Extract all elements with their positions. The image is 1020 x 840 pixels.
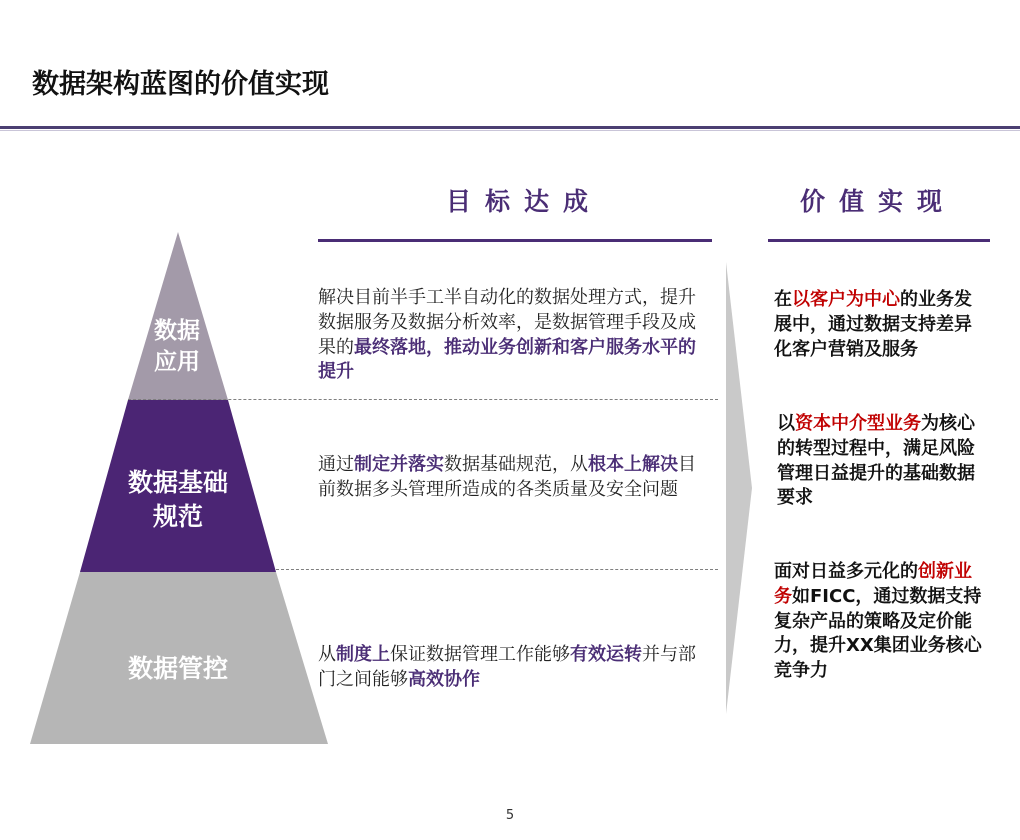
value-highlight-text: 以客户为中心 bbox=[792, 289, 900, 310]
goal-text: 数据基础规范，从 bbox=[444, 454, 588, 475]
pyramid-label-application-line2: 应用 bbox=[154, 349, 200, 376]
goal-highlight-text: 根本上解决 bbox=[588, 454, 678, 475]
value-text: 在 bbox=[774, 289, 792, 310]
value-arrow bbox=[726, 262, 752, 714]
value-highlight-text: 资本中介型业务 bbox=[795, 413, 921, 434]
divider-1 bbox=[128, 399, 718, 400]
value-text: 的业务发展中，通过数据支持差异化客户营销及服务 bbox=[774, 289, 972, 360]
pyramid-label-governance: 数据管控 bbox=[127, 654, 228, 683]
goal-text: 并与部门之间能够 bbox=[318, 644, 696, 690]
pyramid-label-foundation-line2: 规范 bbox=[152, 501, 203, 531]
goal-foundation bbox=[318, 453, 704, 503]
pyramid-label-foundation bbox=[108, 466, 248, 534]
value-text: 面对日益多元化的 bbox=[774, 561, 918, 582]
goal-text: 保证数据管理工作能够 bbox=[390, 644, 570, 665]
goal-text: 解决目前半手工半自动化的数据处理方式，提升数据服务及数据分析效率，是数据管理手段及成果的 bbox=[318, 287, 696, 358]
goal-text: 通过 bbox=[318, 454, 354, 475]
divider-2 bbox=[276, 569, 718, 570]
goal-highlight-text: 最终落地，推动业务创新和客户服务水平的提升 bbox=[318, 336, 696, 383]
goal-governance bbox=[318, 643, 704, 693]
header-goal: 目标达成 bbox=[446, 187, 603, 216]
value-capital-intermediary bbox=[777, 412, 983, 511]
pyramid-label-application-line1: 数据 bbox=[154, 318, 200, 344]
goal-highlight-text: 高效协作 bbox=[408, 668, 480, 690]
value-highlight-text: 创新业务 bbox=[774, 561, 972, 607]
value-customer-centric bbox=[774, 288, 980, 362]
goal-highlight-text: 有效运转 bbox=[570, 644, 642, 665]
value-text: 以 bbox=[777, 413, 795, 434]
page-number: 5 bbox=[505, 808, 515, 823]
value-text: 为核心的转型过程中，满足风险管理日益提升的基础数据要求 bbox=[777, 413, 975, 509]
pyramid-label-foundation-line1: 数据基础 bbox=[127, 468, 228, 497]
goal-highlight-text: 制度上 bbox=[336, 644, 390, 665]
header-value: 价值实现 bbox=[800, 187, 957, 216]
goal-highlight-text: 制定并落实 bbox=[354, 454, 444, 475]
value-text: 如FICC，通过数据支持复杂产品的策略及定价能力，提升XX集团业务核心竞争力 bbox=[774, 585, 982, 682]
value-innovation bbox=[774, 560, 984, 684]
goal-text: 目前数据多头管理所造成的各类质量及安全问题 bbox=[318, 454, 696, 500]
goal-application bbox=[318, 286, 704, 385]
goal-text: 从 bbox=[318, 644, 336, 665]
page-title: 数据架构蓝图的价值实现 bbox=[32, 69, 329, 100]
pyramid-label-application bbox=[128, 316, 226, 378]
